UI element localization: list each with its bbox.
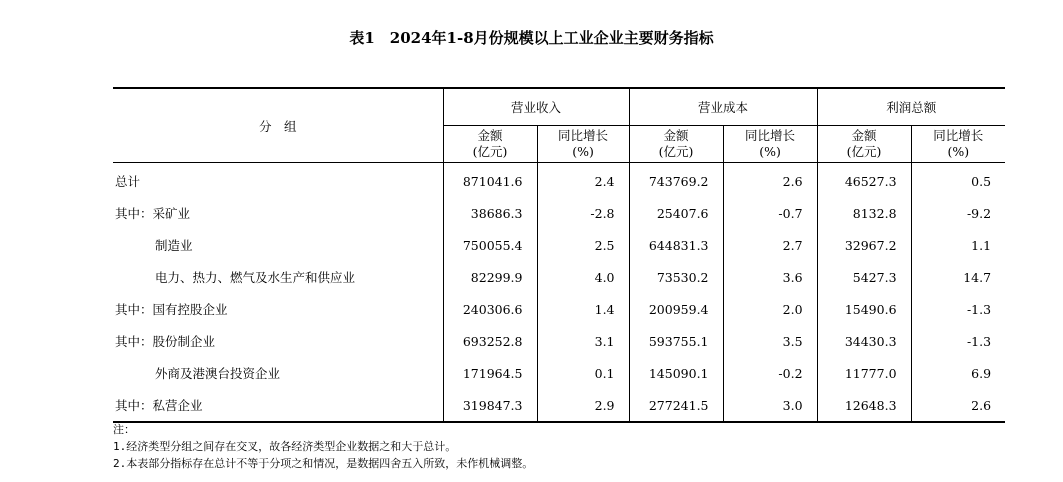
cost-amount-cell: 644831.3 <box>629 229 723 261</box>
revenue-amount-cell: 319847.3 <box>443 389 537 422</box>
profit-growth-cell: 14.7 <box>911 261 1005 293</box>
profit-amount-cell: 32967.2 <box>817 229 911 261</box>
profit-amount-cell: 15490.6 <box>817 293 911 325</box>
revenue-growth-cell: 1.4 <box>537 293 629 325</box>
cost-growth-cell: -0.7 <box>723 197 817 229</box>
table-notes <box>113 421 533 472</box>
revenue-growth-cell: 2.4 <box>537 163 629 198</box>
cost-header: 营业成本 <box>629 88 817 126</box>
table-row <box>113 293 1005 325</box>
row-label: 电力、热力、燃气及水生产和供应业 <box>155 270 356 285</box>
profit-growth-cell: 2.6 <box>911 389 1005 422</box>
profit-growth-cell: -1.3 <box>911 293 1005 325</box>
financial-indicators-table <box>113 87 1005 423</box>
revenue-growth-cell: 2.5 <box>537 229 629 261</box>
table-row <box>113 197 1005 229</box>
row-label: 其中：股份制企业 <box>115 334 216 349</box>
revenue-growth-header: 同比增长 (%) <box>537 126 629 163</box>
profit-amount-cell: 46527.3 <box>817 163 911 198</box>
revenue-amount-cell: 240306.6 <box>443 293 537 325</box>
profit-growth-cell: 6.9 <box>911 357 1005 389</box>
table-row <box>113 229 1005 261</box>
profit-header: 利润总额 <box>817 88 1005 126</box>
profit-growth-header: 同比增长 (%) <box>911 126 1005 163</box>
revenue-amount-cell: 750055.4 <box>443 229 537 261</box>
group-header: 分 组 <box>113 88 443 163</box>
table-row <box>113 261 1005 293</box>
table-row <box>113 389 1005 422</box>
cost-amount-cell: 73530.2 <box>629 261 723 293</box>
revenue-amount-cell: 871041.6 <box>443 163 537 198</box>
table-title: 表1 2024年1-8月份规模以上工业企业主要财务指标 <box>349 29 714 47</box>
revenue-amount-cell: 82299.9 <box>443 261 537 293</box>
profit-growth-cell: 0.5 <box>911 163 1005 198</box>
cost-growth-cell: 3.6 <box>723 261 817 293</box>
cost-growth-cell: -0.2 <box>723 357 817 389</box>
profit-growth-cell: -1.3 <box>911 325 1005 357</box>
cost-amount-cell: 277241.5 <box>629 389 723 422</box>
cost-growth-cell: 2.7 <box>723 229 817 261</box>
profit-amount-header: 金额 (亿元) <box>817 126 911 163</box>
revenue-amount-cell: 38686.3 <box>443 197 537 229</box>
cost-amount-header: 金额 (亿元) <box>629 126 723 163</box>
revenue-amount-cell: 693252.8 <box>443 325 537 357</box>
cost-amount-cell: 145090.1 <box>629 357 723 389</box>
revenue-header: 营业收入 <box>443 88 629 126</box>
revenue-growth-cell: 2.9 <box>537 389 629 422</box>
cost-growth-cell: 2.0 <box>723 293 817 325</box>
revenue-amount-cell: 171964.5 <box>443 357 537 389</box>
profit-amount-cell: 5427.3 <box>817 261 911 293</box>
table-row <box>113 325 1005 357</box>
row-label: 其中：私营企业 <box>113 389 443 422</box>
revenue-growth-cell: 0.1 <box>537 357 629 389</box>
profit-amount-cell: 34430.3 <box>817 325 911 357</box>
cost-growth-cell: 3.0 <box>723 389 817 422</box>
notes-heading: 注： <box>113 423 135 436</box>
row-label: 外商及港澳台投资企业 <box>155 366 281 381</box>
revenue-growth-cell: 4.0 <box>537 261 629 293</box>
note-item: 1.经济类型分组之间存在交叉，故各经济类型企业数据之和大于总计。 <box>113 440 457 453</box>
profit-growth-cell: -9.2 <box>911 197 1005 229</box>
table-row <box>113 357 1005 389</box>
row-label: 制造业 <box>155 238 193 253</box>
cost-amount-cell: 593755.1 <box>629 325 723 357</box>
profit-amount-cell: 12648.3 <box>817 389 911 422</box>
cost-growth-cell: 3.5 <box>723 325 817 357</box>
cost-growth-header: 同比增长 (%) <box>723 126 817 163</box>
profit-growth-cell: 1.1 <box>911 229 1005 261</box>
note-item: 2.本表部分指标存在总计不等于分项之和情况，是数据四舍五入所致，未作机械调整。 <box>113 457 534 470</box>
profit-amount-cell: 11777.0 <box>817 357 911 389</box>
row-label: 其中：国有控股企业 <box>115 302 228 317</box>
revenue-growth-cell: 3.1 <box>537 325 629 357</box>
cost-amount-cell: 25407.6 <box>629 197 723 229</box>
profit-amount-cell: 8132.8 <box>817 197 911 229</box>
cost-amount-cell: 200959.4 <box>629 293 723 325</box>
cost-growth-cell: 2.6 <box>723 163 817 198</box>
row-label: 其中：采矿业 <box>115 206 191 221</box>
table-row <box>113 163 1005 198</box>
revenue-amount-header: 金额 (亿元) <box>443 126 537 163</box>
cost-amount-cell: 743769.2 <box>629 163 723 198</box>
revenue-growth-cell: -2.8 <box>537 197 629 229</box>
row-label: 总计 <box>115 174 141 189</box>
